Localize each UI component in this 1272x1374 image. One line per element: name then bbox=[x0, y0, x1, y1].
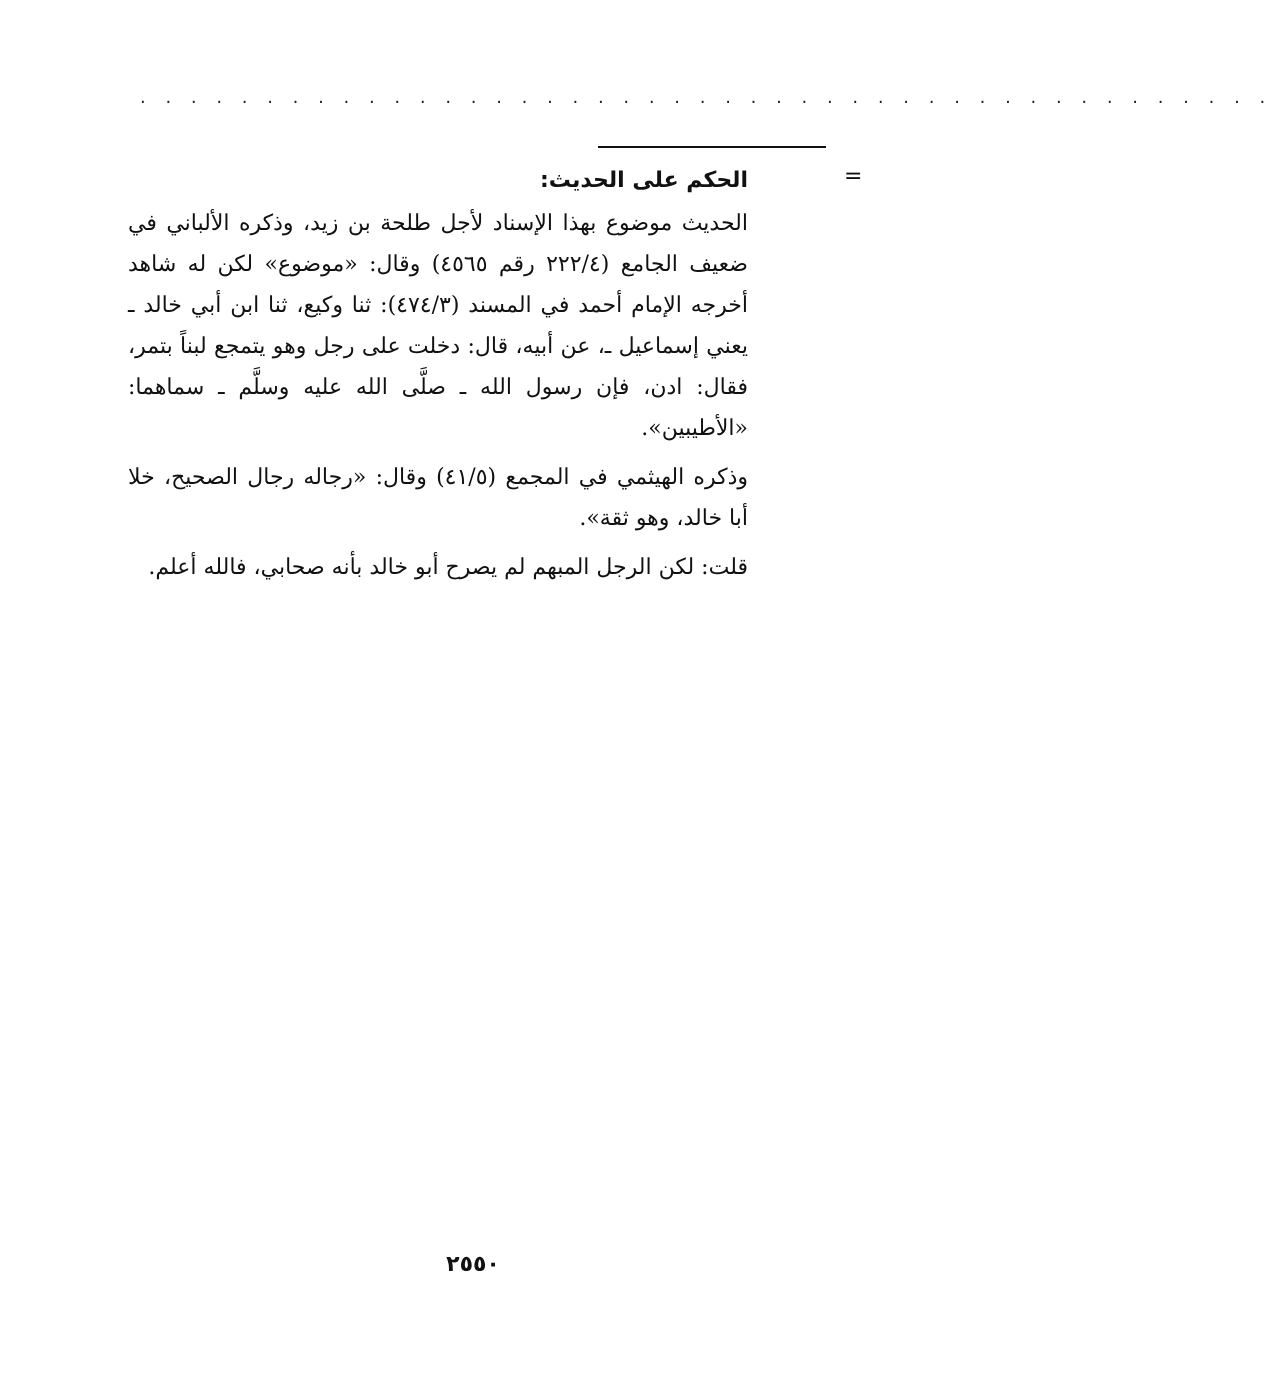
paragraph-haythami: وذكره الهيثمي في المجمع (٤١/٥) وقال: «رجاله رجال الصحيح، خلا أبا خالد، وهو ثقة». bbox=[128, 465, 748, 531]
paragraph-ruling: الحديث موضوع بهذا الإسناد لأجل طلحة بن زيد، وذكره الألباني في ضعيف الجامع (٢٢٢/٤ رقم ٤٥٦٥) وقال: «موضوع» لكن له شاهد أخرجه الإمام أحمد في المسند (٤٧٤/٣): ثنا وكيع، ثنا ابن أبي خالد ـ يعني إسماعيل ـ، عن أبيه، قال: دخلت على رجل وهو يتمجع لبناً بتمر، فقال: ادن، فإن رسول الله ـ صلَّى الله عليه وسلَّم ـ سماهما: «الأطيبين». bbox=[128, 211, 748, 441]
section-heading: الحكم على الحديث: bbox=[539, 168, 748, 193]
page-number: ٢٥٥٠ bbox=[446, 1252, 500, 1277]
footnote-rule bbox=[598, 146, 826, 148]
main-text bbox=[128, 160, 748, 596]
continuation-marker: = bbox=[844, 164, 863, 189]
separator-dots: . . . . . . . . . . . . . . . . . . . . . . . . . . . . . . . . . . . . . . . . . . . . . bbox=[140, 87, 1272, 108]
paragraph-conclusion: قلت: لكن الرجل المبهم لم يصرح أبو خالد بأنه صحابي، فالله أعلم. bbox=[148, 555, 748, 580]
